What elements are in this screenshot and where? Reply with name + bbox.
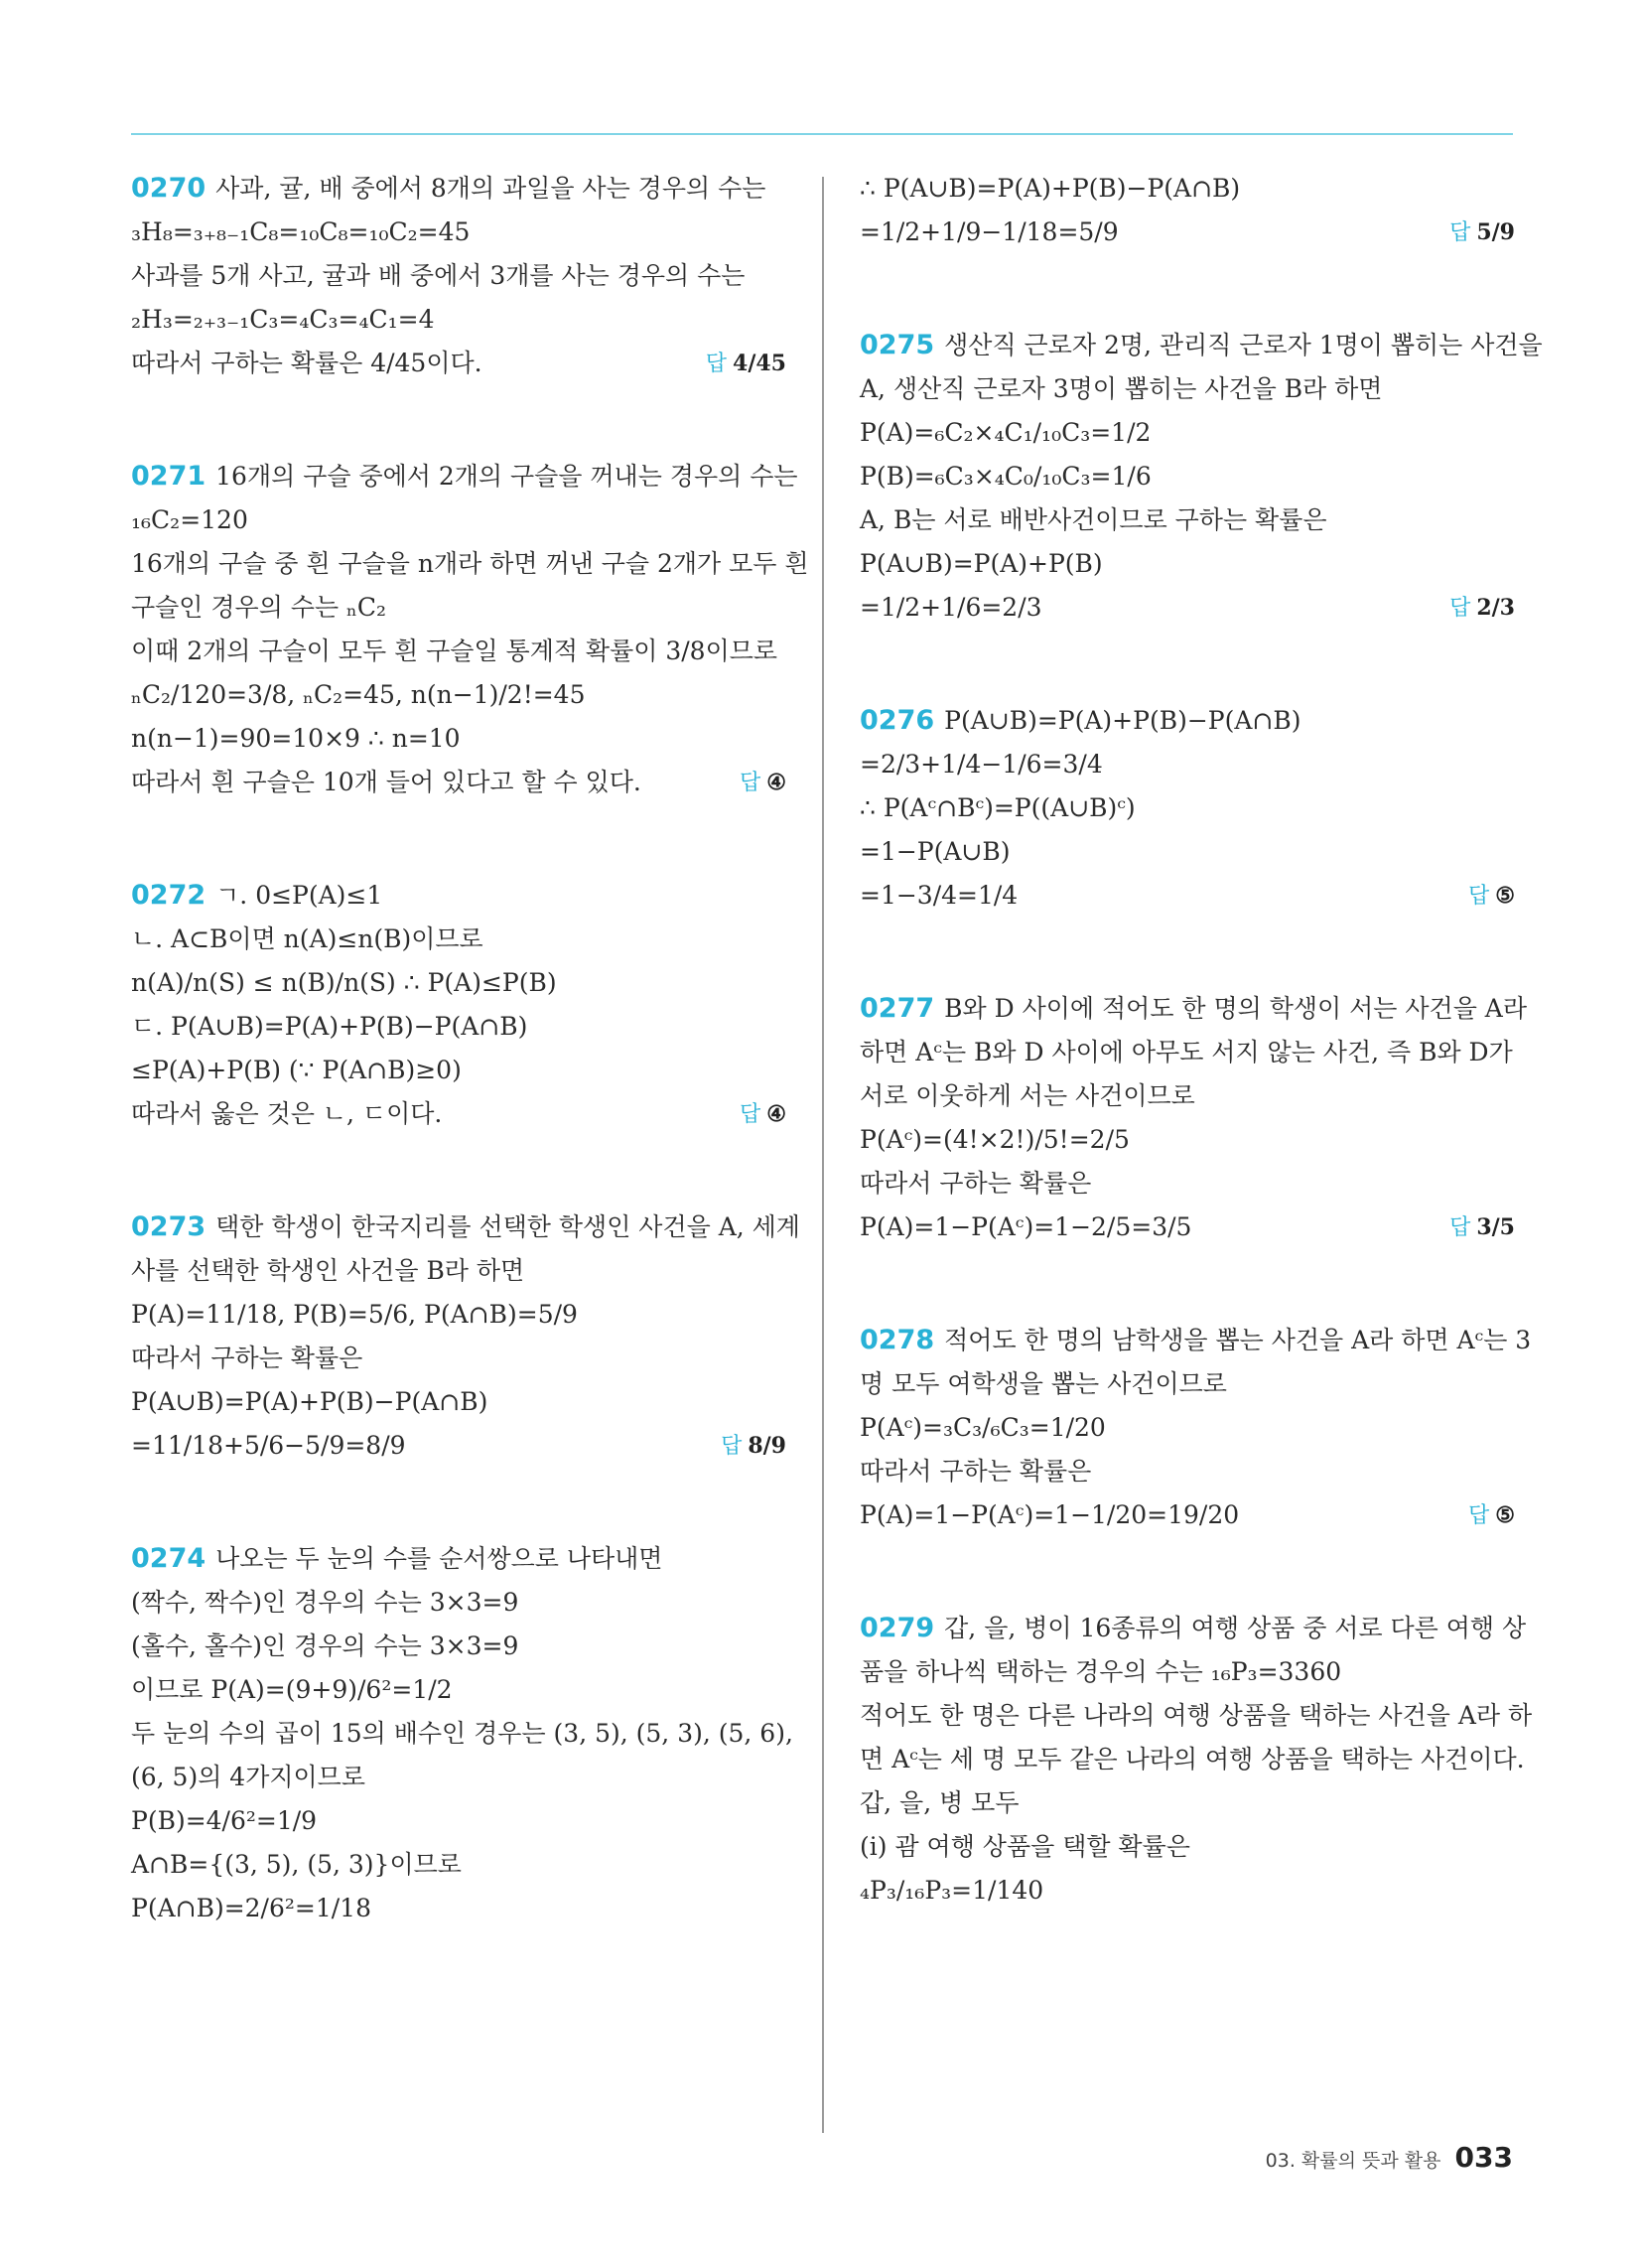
solution-line (860, 1493, 1515, 1537)
line-text: P(A)=₆C₂×₄C₁/₁₀C₃=1/2 (860, 418, 1152, 447)
solution-line (860, 1319, 1532, 1362)
line-text: P(A)=1−P(Aᶜ)=1−1/20=19/20 (860, 1500, 1240, 1529)
solution-line (860, 1738, 1525, 1781)
line-text: ㄷ. P(A∪B)=P(A)+P(B)−P(A∩B) (131, 1012, 528, 1041)
problem-block (860, 1319, 1532, 1537)
line-text: (짝수, 짝수)인 경우의 수는 3×3=9 (131, 1588, 519, 1617)
problem-block (131, 167, 786, 385)
line-text: 16개의 구슬 중 흰 구슬을 n개라 하면 꺼낸 구슬 2개가 모두 흰 (131, 549, 809, 578)
line-text: (i) 괌 여행 상품을 택할 확률은 (860, 1832, 1190, 1861)
line-text: 16개의 구슬 중에서 2개의 구슬을 꺼내는 경우의 수는 (215, 462, 798, 491)
solution-line (860, 211, 1515, 254)
solution-line (860, 1450, 1515, 1493)
column-divider (822, 177, 824, 2133)
solution-line (860, 743, 1515, 786)
solution-line (860, 786, 1515, 830)
line-text: 갑, 을, 병 모두 (860, 1788, 1020, 1817)
problem-number: 0275 (860, 330, 935, 360)
problem-number: 0277 (860, 993, 935, 1024)
solution-line (860, 498, 1515, 542)
problem-block (860, 167, 1515, 254)
line-text: n(A)/n(S) ≤ n(B)/n(S) ∴ P(A)≤P(B) (131, 968, 557, 997)
page-footer (1266, 2141, 1513, 2174)
solution-line (860, 1031, 1515, 1074)
line-text: ㄴ. A⊂B이면 n(A)≤n(B)이므로 (131, 924, 483, 953)
solution-line (131, 167, 786, 211)
line-text: 따라서 흰 구슬은 10개 들어 있다고 할 수 있다. (131, 768, 641, 796)
line-text: 품을 하나씩 택하는 경우의 수는 ₁₆P₃=3360 (860, 1657, 1342, 1686)
line-text: P(A∩B)=2/6²=1/18 (131, 1894, 371, 1922)
line-text: 따라서 옳은 것은 ㄴ, ㄷ이다. (131, 1099, 443, 1128)
solution-line (131, 455, 798, 498)
problem-number: 0272 (131, 880, 206, 911)
answer-value: 3/5 (1476, 1214, 1515, 1240)
solution-line (860, 830, 1515, 874)
solution-line (860, 1781, 1515, 1825)
line-text: 하면 Aᶜ는 B와 D 사이에 아무도 서지 않는 사건, 즉 B와 D가 (860, 1038, 1513, 1066)
problem-block (131, 1205, 800, 1468)
line-text: ₙC₂/120=3/8, ₙC₂=45, n(n−1)/2!=45 (131, 680, 586, 709)
line-text: ㄱ. 0≤P(A)≤1 (215, 881, 383, 910)
solution-line (131, 1337, 786, 1380)
line-text: 따라서 구하는 확률은 4/45이다. (131, 349, 482, 377)
solution-line (131, 1293, 786, 1337)
answer-value: ④ (766, 1101, 786, 1127)
footer-section: 03. 확률의 뜻과 활용 (1265, 2150, 1441, 2172)
line-text: 갑, 을, 병이 16종류의 여행 상품 중 서로 다른 여행 상 (944, 1614, 1527, 1642)
problem-block (860, 324, 1543, 630)
line-text: A∩B={(3, 5), (5, 3)}이므로 (131, 1850, 462, 1879)
line-text: 구슬인 경우의 수는 ₙC₂ (131, 593, 387, 622)
solution-line (131, 1625, 786, 1668)
line-text: A, 생산직 근로자 3명이 뽑히는 사건을 B라 하면 (860, 374, 1383, 403)
answer-label: 답 3/5 (1449, 1214, 1515, 1240)
solution-line (131, 1380, 786, 1424)
solution-line (131, 961, 786, 1005)
left-column (131, 167, 809, 2000)
solution-line (131, 1205, 800, 1249)
answer-label: 답 ⑤ (1468, 1502, 1515, 1528)
line-text: P(A)=11/18, P(B)=5/6, P(A∩B)=5/9 (131, 1300, 578, 1329)
line-text: 면 Aᶜ는 세 명 모두 같은 나라의 여행 상품을 택하는 사건이다. (860, 1745, 1525, 1773)
line-text: P(A∪B)=P(A)+P(B)−P(A∩B) (944, 706, 1301, 735)
line-text: 사과를 5개 사고, 귤과 배 중에서 3개를 사는 경우의 수는 (131, 261, 746, 290)
line-text: P(A)=1−P(Aᶜ)=1−2/5=3/5 (860, 1212, 1192, 1241)
answer-label: 답 ④ (740, 770, 786, 795)
line-text: 사과, 귤, 배 중에서 8개의 과일을 사는 경우의 수는 (215, 174, 766, 203)
line-text: 따라서 구하는 확률은 (131, 1344, 363, 1372)
problem-block (131, 874, 786, 1136)
solution-line (860, 1650, 1515, 1694)
problem-block (860, 987, 1527, 1249)
solution-line (131, 1049, 786, 1092)
solution-line (131, 211, 786, 254)
solution-line (131, 1843, 786, 1887)
solution-line (860, 324, 1543, 367)
line-text: P(B)=4/6²=1/9 (131, 1806, 318, 1835)
solution-line (131, 1005, 786, 1049)
solution-line (860, 455, 1515, 498)
answer-value: 4/45 (733, 351, 786, 376)
line-text: 적어도 한 명의 남학생을 뽑는 사건을 A라 하면 Aᶜ는 3 (944, 1326, 1532, 1354)
solution-line (131, 586, 786, 630)
line-text: 서로 이웃하게 서는 사건이므로 (860, 1081, 1195, 1110)
line-text: n(n−1)=90=10×9 ∴ n=10 (131, 724, 461, 753)
line-text: =1/2+1/9−1/18=5/9 (860, 217, 1119, 246)
right-column (860, 167, 1543, 1982)
solution-line (860, 1869, 1515, 1913)
answer-value: ④ (766, 770, 786, 795)
solution-line (131, 918, 786, 961)
solution-line (131, 630, 786, 673)
solution-line (131, 1712, 793, 1756)
solution-line (131, 874, 786, 918)
line-text: P(A∪B)=P(A)+P(B) (860, 549, 1103, 578)
solution-line (860, 1362, 1515, 1406)
solution-line (131, 1887, 786, 1930)
solution-line (860, 699, 1515, 743)
answer-label: 답 ⑤ (1468, 883, 1515, 909)
solution-line (131, 717, 786, 761)
line-text: (홀수, 홀수)인 경우의 수는 3×3=9 (131, 1631, 519, 1660)
line-text: 적어도 한 명은 다른 나라의 여행 상품을 택하는 사건을 A라 하 (860, 1701, 1533, 1730)
solution-line (860, 1162, 1515, 1205)
solution-line (860, 411, 1515, 455)
line-text: A, B는 서로 배반사건이므로 구하는 확률은 (860, 505, 1327, 534)
line-text: B와 D 사이에 적어도 한 명의 학생이 서는 사건을 A라 (944, 994, 1527, 1023)
line-text: 택한 학생이 한국지리를 선택한 학생인 사건을 A, 세계 (215, 1212, 800, 1241)
problem-number: 0270 (131, 173, 206, 204)
problem-number: 0279 (860, 1613, 935, 1643)
solution-line (131, 342, 786, 385)
line-text: 이므로 P(A)=(9+9)/6²=1/2 (131, 1675, 453, 1704)
solution-line (131, 1756, 786, 1799)
solution-line (860, 874, 1515, 918)
line-text: =11/18+5/6−5/9=8/9 (131, 1431, 406, 1460)
solution-line (131, 761, 786, 804)
line-text: P(Aᶜ)=(4!×2!)/5!=2/5 (860, 1125, 1130, 1154)
line-text: 명 모두 여학생을 뽑는 사건이므로 (860, 1369, 1227, 1398)
line-text: 두 눈의 수의 곱이 15의 배수인 경우는 (3, 5), (5, 3), (5, 6), (131, 1719, 793, 1748)
solution-line (131, 1668, 786, 1712)
solution-line (860, 367, 1515, 411)
line-text: 따라서 구하는 확률은 (860, 1457, 1092, 1486)
solution-line (860, 1118, 1515, 1162)
problem-block (860, 1607, 1533, 1913)
problem-number: 0274 (131, 1543, 206, 1574)
problem-block (131, 1537, 793, 1930)
line-text: =1/2+1/6=2/3 (860, 593, 1042, 622)
line-text: ₄P₃/₁₆P₃=1/140 (860, 1876, 1044, 1905)
solution-line (860, 1825, 1515, 1869)
solution-line (131, 1799, 786, 1843)
problem-number: 0278 (860, 1325, 935, 1355)
solution-line (860, 542, 1515, 586)
solution-line (860, 1074, 1515, 1118)
line-text: ≤P(A)+P(B) (∵ P(A∩B)≥0) (131, 1056, 462, 1084)
line-text: =1−P(A∪B) (860, 837, 1011, 866)
line-text: 이때 2개의 구슬이 모두 흰 구슬일 통계적 확률이 3/8이므로 (131, 637, 778, 665)
solution-line (131, 542, 809, 586)
answer-value: ⑤ (1495, 1502, 1515, 1528)
solution-line (860, 987, 1527, 1031)
line-text: ₁₆C₂=120 (131, 505, 248, 534)
line-text: (6, 5)의 4가지이므로 (131, 1763, 365, 1791)
line-text: P(B)=₆C₃×₄C₀/₁₀C₃=1/6 (860, 462, 1152, 491)
line-text: ∴ P(Aᶜ∩Bᶜ)=P((A∪B)ᶜ) (860, 793, 1136, 822)
line-text: 따라서 구하는 확률은 (860, 1169, 1092, 1198)
solution-line (860, 1694, 1533, 1738)
solution-line (131, 298, 786, 342)
problem-number: 0276 (860, 705, 935, 736)
solution-line (860, 1406, 1515, 1450)
solution-line (131, 1092, 786, 1136)
problem-block (131, 455, 809, 804)
line-text: 나오는 두 눈의 수를 순서쌍으로 나타내면 (215, 1544, 663, 1573)
answer-label: 답 ④ (740, 1101, 786, 1127)
problem-number: 0273 (131, 1211, 206, 1242)
top-rule (131, 133, 1513, 135)
answer-value: ⑤ (1495, 883, 1515, 909)
line-text: 사를 선택한 학생인 사건을 B라 하면 (131, 1256, 525, 1285)
answer-label: 답 5/9 (1449, 219, 1515, 245)
answer-label: 답 2/3 (1449, 595, 1515, 621)
line-text: ₃H₈=₃₊₈₋₁C₈=₁₀C₈=₁₀C₂=45 (131, 217, 471, 246)
answer-label: 답 8/9 (721, 1433, 786, 1459)
problem-block (860, 699, 1515, 918)
problem-number: 0271 (131, 461, 206, 492)
answer-value: 5/9 (1476, 219, 1515, 245)
solution-line (131, 1581, 786, 1625)
solution-line (860, 586, 1515, 630)
line-text: 생산직 근로자 2명, 관리직 근로자 1명이 뽑히는 사건을 (944, 331, 1543, 359)
line-text: P(Aᶜ)=₃C₃/₆C₃=1/20 (860, 1413, 1106, 1442)
solution-line (131, 254, 786, 298)
answer-label: 답 4/45 (705, 351, 786, 376)
solution-line (860, 1205, 1515, 1249)
solution-line (860, 1607, 1527, 1650)
answer-value: 2/3 (1476, 595, 1515, 621)
answer-value: 8/9 (748, 1433, 786, 1459)
page-number: 033 (1454, 2141, 1513, 2174)
line-text: ∴ P(A∪B)=P(A)+P(B)−P(A∩B) (860, 174, 1241, 203)
solution-line (131, 1249, 786, 1293)
line-text: ₂H₃=₂₊₃₋₁C₃=₄C₃=₄C₁=4 (131, 305, 435, 334)
line-text: =2/3+1/4−1/6=3/4 (860, 750, 1103, 779)
line-text: P(A∪B)=P(A)+P(B)−P(A∩B) (131, 1387, 488, 1416)
solution-line (131, 1424, 786, 1468)
solution-line (131, 673, 786, 717)
solution-line (131, 1537, 786, 1581)
solution-line (860, 167, 1515, 211)
line-text: =1−3/4=1/4 (860, 881, 1019, 910)
solution-line (131, 498, 786, 542)
